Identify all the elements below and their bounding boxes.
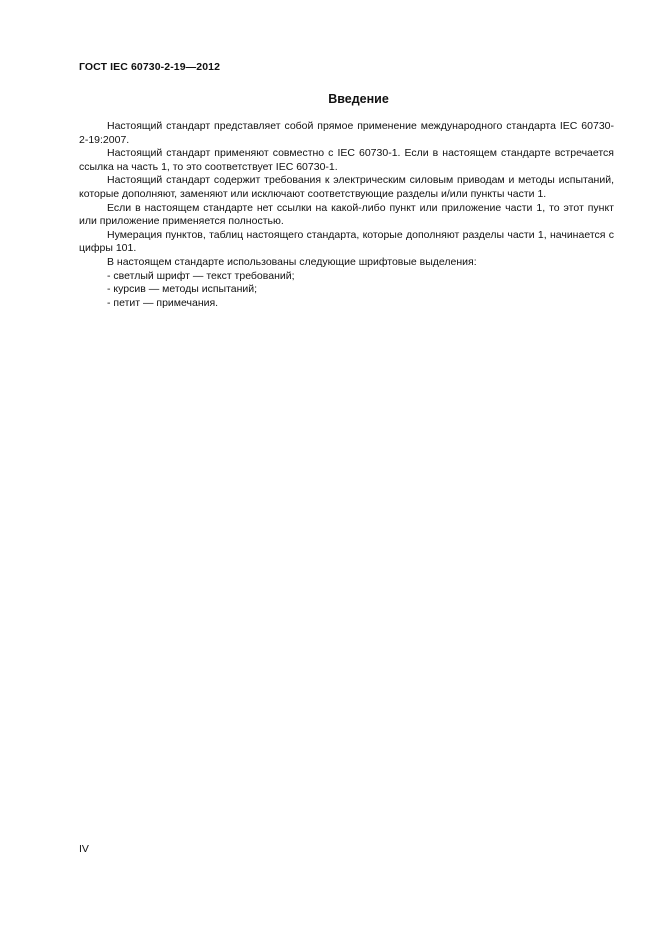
document-code-header: ГОСТ IEC 60730-2-19—2012 <box>79 61 221 73</box>
page-number: IV <box>79 843 89 855</box>
section-title-text: Введение <box>328 92 389 106</box>
body-text <box>79 120 614 310</box>
paragraph: Если в настоящем стандарте нет ссылки на какой-либо пункт или приложение части 1, то этот пункт или приложение применяется полностью. <box>79 201 614 228</box>
list-item: - курсив — методы испытаний; <box>107 283 258 296</box>
list-item: - светлый шрифт — текст требований; <box>107 269 295 282</box>
paragraph: Настоящий стандарт представляет собой прямое применение международного стандарта IEC 60730-2-19:2007. <box>79 120 614 146</box>
paragraph: Настоящий стандарт содержит требования к электрическим силовым приводам и методы испытаний, которые дополняют, заменяют или исключают соответствующие разделы и/или пункты части 1. <box>79 174 614 200</box>
paragraph: В настоящем стандарте использованы следующие шрифтовые выделения: <box>107 255 477 268</box>
list-item: - петит — примечания. <box>107 296 219 309</box>
section-title <box>79 92 614 106</box>
paragraph: Настоящий стандарт применяют совместно с IEC 60730-1. Если в настоящем стандарте встречается ссылка на часть 1, то это соответствует IEC 60730-1. <box>79 147 614 173</box>
paragraph: Нумерация пунктов, таблиц настоящего стандарта, которые дополняют разделы части 1, начинается с цифры 101. <box>79 228 614 255</box>
